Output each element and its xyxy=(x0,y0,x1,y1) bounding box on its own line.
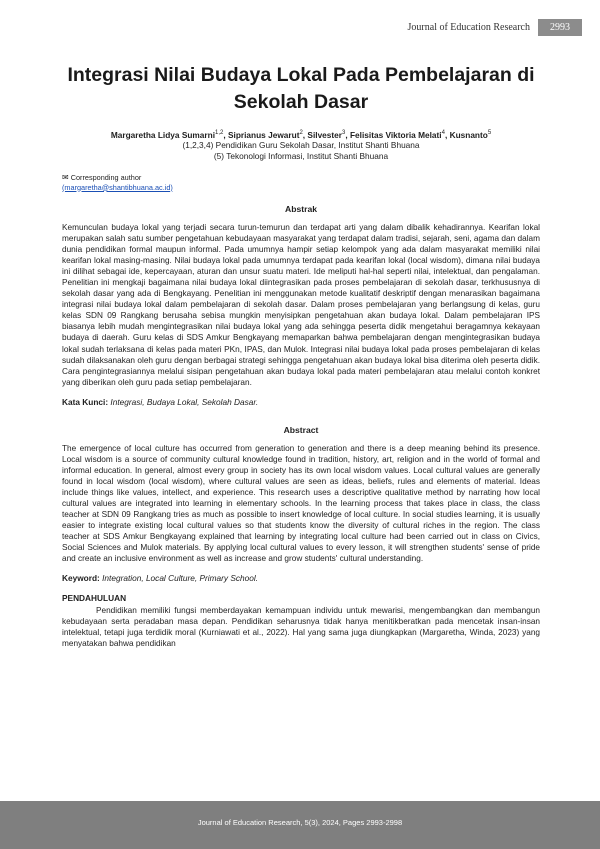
author-name: Margaretha Lidya Sumarni xyxy=(110,130,216,140)
abstract-heading: Abstract xyxy=(283,424,319,435)
article-title: Integrasi Nilai Budaya Lokal Pada Pembelajaran di Sekolah Dasar xyxy=(67,64,535,113)
page-number-badge: 2993 xyxy=(538,19,582,36)
author-separator: , xyxy=(223,130,228,140)
page-footer xyxy=(0,801,600,849)
corresponding-email-link[interactable]: (margaretha@shantibhuana.ac.id) xyxy=(62,182,173,192)
author-separator: , xyxy=(444,130,450,140)
author-name: Felisitas Viktoria Melati xyxy=(349,130,442,140)
corresponding-label: Corresponding author xyxy=(70,173,142,182)
author-affiliation-sup: 2 xyxy=(299,130,303,137)
footer-citation: Journal of Education Research, 5(3), 2024, Pages 2993-2998 xyxy=(197,818,403,827)
abstrak-heading: Abstrak xyxy=(285,204,317,214)
pendahuluan-heading: PENDAHULUAN xyxy=(62,593,127,604)
affiliation-1: (1,2,3,4) Pendidikan Guru Sekolah Dasar, Institut Shanti Bhuana xyxy=(182,140,420,150)
author-name: Silvester xyxy=(307,130,343,140)
keywords-values: Integration, Local Culture, Primary School. xyxy=(102,573,258,584)
kata-kunci-values: Integrasi, Budaya Lokal, Sekolah Dasar. xyxy=(110,396,259,407)
envelope-icon: ✉ xyxy=(62,173,69,182)
affiliation-2: (5) Tekonologi Informasi, Institut Shanti Bhuana xyxy=(213,151,389,161)
pendahuluan-text: Pendidikan memiliki fungsi memberdayakan kemampuan individu untuk mewarisi, mengembangkan dan membangun kebudayaan serta peradaban masa depan. Pendidikan seharusnya tidak hanya menitikberatkan pada mencetak insan-insan intelektual, tetapi juga terdidik moral (Kurniawati et al., 2022). Hal yang sama juga diungkapkan (Margaretha, Winda, 2023) yang menyatakan bahwa pendidikan xyxy=(62,606,540,649)
corresponding-author xyxy=(62,173,540,192)
author-affiliation-sup: 5 xyxy=(487,130,492,137)
author-name: Siprianus Jewarut xyxy=(227,130,300,140)
abstract-text: The emergence of local culture has occurred from generation to generation and there is a deep meaning behind its presence. Local wisdom is a source of community cultural knowledge found in tradition, history, art, religion and in the world of formal and informal education. In general, almost every group in society has its own local wisdom values. Local cultural values are generally found in local wisdom (local wisdom), where cultural values are seen as ideas, beliefs, rules and elements of material. Ideas include things like values, intellect, and experience. This research uses a descriptive qualitative method by narrating how local cultural values are integrated into learning in elementary schools. In the learning process that takes place in class, the class teacher at SDN 09 Rangkang tries as much as possible to insert knowledge of local culture. In social studies learning, it is usually easier to integrate existing local cultural values so that students know the diversity of cultural riches in the region. The class teacher at SDS Amkur Bengkayang explained that learning by integrating local culture had been carried out in class on Civics, Social Sciences and Mulok materials. By applying local cultural values to every lesson, it will strengthen students' sense of pride and create an inclusive environment as well as increase and grow students' cultural understanding. xyxy=(62,443,540,564)
kata-kunci xyxy=(62,397,540,407)
article-body xyxy=(62,62,540,649)
author-affiliation-sup: 1,2 xyxy=(215,130,224,137)
author-list xyxy=(62,130,540,140)
keywords xyxy=(62,573,540,583)
author-affiliation-sup: 4 xyxy=(441,130,445,137)
author-affiliation-sup: 3 xyxy=(342,130,346,137)
abstrak-text: Kemunculan budaya lokal yang terjadi secara turun-temurun dan terdapat arti yang dalam dibalik kehadirannya. Kearifan lokal merupakan salah satu sumber pengetahuan kebudayaan masyarakat yang terdapat dalam tradisi, sejarah, seni, agama dan dalam dunia pendidikan formal maupun informal. Pada umumnya hampir setiap kelompok yang ada dalam masyarakat memiliki nilai kearifan lokal masing-masing. Nilai budaya lokal pada umumnya terdapat pada kearifan lokal (local wisdom), dimana nilai budaya ini dilihat sebagai ide, kepercayaan, aturan dan unsur suatu materi. Ide meliputi hal-hal seperti nilai, intelektual, dan pengalaman. Penelitian ini mengkaji bagaimana nilai budaya lokal diintegrasikan pada proses pembelajaran di sekolah dasar, terkhususnya di sekolah dasar yang ada di Bengkayang. Penelitian ini menggunakan metode kualitatif deskriptif dengan menarasikan bagaimana integrasi nilai budaya lokal dalam pembelajaran di sekolah dasar. Dalam proses pembelajaran yang berlangsung di kelas, guru kelas SDN 09 Rangkang berusaha sebisa mungkin menyisipkan pengetahuan akan budaya lokal. Dalam pembelajaran IPS biasanya lebih mudah mengintegrasikan nilai budaya lokal yang ada sehingga peserta didik mengetahui beragamnya kekayaan budaya di daerah. Guru kelas di SDS Amkur Bengkayang memaparkan bahwa pembelajaran dengan mengintegrasikan budaya lokal sudah terlaksana di kelas pada materi PKn, IPAS, dan Mulok. Integrasi nilai budaya lokal pada proses pembelajaran di kelas sudah dilaksanakan oleh guru dengan berbagai strategi sehingga pengetahuan akan budaya lokal bisa diterima oleh peserta didik. Cara pengintegrasiannya melalui sisipan pengetahuan akan budaya lokal pada materi pembelajaran atau melalui contoh konkret yang diberikan oleh guru pada setiap pembelajaran. xyxy=(62,223,540,387)
page-header xyxy=(0,0,600,40)
kata-kunci-label: Kata Kunci: xyxy=(62,396,109,407)
keywords-label: Keyword: xyxy=(62,573,100,584)
author-separator: , xyxy=(345,130,350,140)
journal-name: Journal of Education Research xyxy=(407,22,530,33)
author-name: Kusnanto xyxy=(449,130,488,140)
author-separator: , xyxy=(302,130,308,140)
